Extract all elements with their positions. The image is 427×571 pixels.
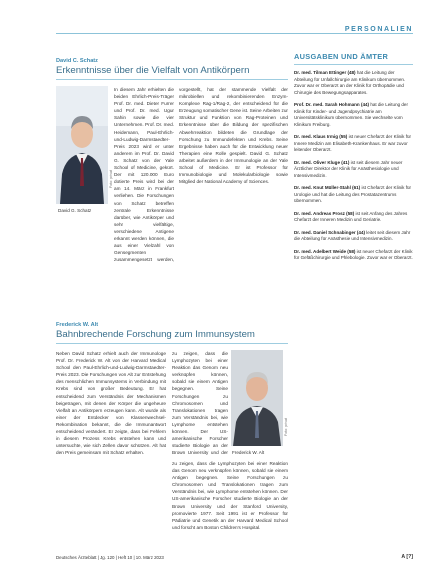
sidebar-title: AUSGABEN UND ÄMTER [294,52,389,61]
sidebar-item-text: ist neuer Chefarzt der Klinik für Innere Medizin am Elisabeth-Krankenhaus. Er war zuvor leitender Oberarzt. [294,134,412,152]
sidebar-item [294,70,413,96]
photo-caption: Frederick W. Alt [232,450,265,455]
page-header [0,0,427,38]
portrait-image [56,86,108,204]
sidebar-item-text: ist seit diesem Jahr neuer Ärztlicher Direktor der Klinik für Anästhesiologie und Intensivmedizin. [294,159,403,178]
article-text-column-1 [56,350,166,546]
sidebar-item-text: ist seit Anfang des Jahres Chefarzt der Inneren Medizin und Geriatrie. [294,210,408,222]
article-text-column-1 [114,86,174,264]
sidebar-item-text: leitet seit diesem Jahr die Abteilung für Anästhesie und Intensivmedizin. [294,229,411,241]
article-paragraph: vorgestellt, hat der stammende Vielfalt der mikrobiellen und rekombinierenden Enzym-Komplexe Rag-1/Rag-2, der entscheidend für die Erzeugung somatischer Gene ist. Seine Arbeiten zur Struktur und Funktion von Rag-Proteinen und Erkenntnisse über die Bildung der spezifischen Abwehrreaktion bildeten die Grundlage der Forschung zu Immundefekten und Krebs. Seine Ergebnisse haben auch für die Entwicklung neuer Therapien eine Rolle gespielt. David G. Schatz arbeitet außerdem in der Immunologie an der Yale School of Medicine. Er ist Professor für Immunobiologie und Molekularbiologie sowie Mitglied der National Academy of Sciences. [179,87,288,185]
sidebar-item-name: Dr. med. Knut Müller-Stahl (61) [294,185,361,190]
sidebar-appointments [294,52,413,268]
sidebar-item [294,102,413,128]
article-text-column-2 [179,86,288,264]
page-footer [56,555,413,565]
footer-page-ref: A [?] [401,554,413,560]
sidebar-list [294,70,413,262]
sidebar-item [294,185,413,205]
article-title: Erkenntnisse über die Vielfalt von Antikörpern [56,65,250,76]
article-paragraph: zu zeigen, dass die Lymphozyten bei einer Reaktion das Genom neu verknüpfen können, sobald sie einem Antigen begegnen. Seine Forschungen zu Chromosomen und Translokationen tragen zum Verständnis bei, wie Lymphome entstehen können. Der US-amerikanische Forscher studierte Biologie an der Brown University und der Stanford University, promovierte 1977. Seit 1991 ist er Professor für Pädiatrie und Genetik an der Harvard Medical School und forscht am Boston Children's Hospital. [172,461,288,530]
photo-credit: Foto: privat [284,418,288,436]
article-paragraph: In diesem Jahr erhielten die beiden Ehrlich-Preis-Träger Prof. Dr. med. Dieter Furrer und Prof. Dr. med. Ugur Sahin sowie die vier Unternehmen. Prof. Dr. med. Heidemann, Paul-Ehrlich-und-Ludwig-Darmstaedter-Preis 2023 wird er unter anderem im Prof. Dr. David G. Schatz von der Yale School of Medicine, gekürt. Der mit 120.000 Euro dotierte Preis wird bei der am 14. März in Frankfurt verliehen. Die Forschungen von Schatz betreffen zentrale Erkenntnisse darüber, wie Antikörper und sehr vielfältige, verschiedene Antigene erkannt werden können, die aus einer Vielzahl von Gensegmenten zusammengesetzt werden, [114,87,174,263]
portrait-photo-alt [231,350,283,446]
title-divider [56,79,288,80]
photo-caption: David G. Schatz [58,208,92,213]
article-alt [56,322,288,344]
sidebar-item-name: Dr. med. Oliver Kluge (41) [294,159,350,165]
title-divider [56,343,288,344]
sidebar-item-name: Dr. med. Klaus Irmig (55) [294,134,348,139]
sidebar-item-text: hat die Leitung der Abteilung für Unfallchirurgie am Klinikum übernommen. Zuvor war er Oberarzt an der Klinik für Orthopädie und Chirurgie des Bewegungsapparates. [294,70,406,95]
article-title: Bahnbrechende Forschung zum Immunsystem [56,329,255,340]
sidebar-item-name: Dr. med. Daniel Schnabinger (44) [294,229,366,235]
section-rubric: PERSONALIEN [344,26,413,33]
sidebar-item-name: Dr. med. Adelbert Weide (58) [294,248,356,254]
sidebar-item [294,160,413,180]
article-author: David C. Schatz [56,58,98,64]
sidebar-item-name: Dr. med. Andreas Prosz (58) [294,210,355,216]
sidebar-item [294,134,413,154]
sidebar-item-name: Prof. Dr. med. Sarah Hohmann (44) [294,102,370,107]
sidebar-item-text: ist Chefarzt der Klinik für Urologie und hat die Leitung des Prostatazentrums übernommen. [294,185,411,203]
sidebar-item-text: ist neuer Chefarzt der Klinik für Gefäßchirurgie und Phlebologie. Zuvor war er Oberarzt. [294,248,413,260]
sidebar-item-text: hat die Leitung der Klinik für Kinder- und Jugendpsychiatrie am Universitätsklinikum übernommen. Sie wechselte vom Klinikum Freiburg. [294,102,408,127]
photo-credit: Foto: privat [109,170,113,188]
article-paragraph: Neben David Schatz erhielt auch der Immunologe Prof. Dr. Frederick W. Alt von der Harvard Medical School den Paul-Ehrlich-und-Ludwig-Darmstaedter-Preis 2023. Die Forschungen von Alt zur Entstehung des menschlichen Immunsystems in Verbindung mit Krebs sind von großer Bedeutung. Er hat entscheidend zum Verständnis der Mechanismen beigetragen, mit denen der Körper die ungeheure Vielfalt an Antikörpern erzeugen kann. Alt wurde als einer der Entdecker von Klassenwechsel-Rekombination bekannt, die die Immunantwort entscheidend verändert. Er zeigte, dass bei Fehlern in diesem Prozess Krebs entstehen kann und untersuchte, wie sich Zellen davor schützen. Alt hat den Preis gemeinsam mit Schatz erhalten. [56,351,166,456]
sidebar-item [294,211,413,224]
sidebar-item-name: Dr. med. Tilman Ettinger (48) [294,70,356,75]
sidebar-item [294,230,413,243]
portrait-photo-schatz [56,86,108,204]
article-paragraph: zu zeigen, dass die Lymphozyten bei einer Reaktion das Genom neu verknüpfen können, sobald sie einem Antigen begegnen. Seine Forschungen zu Chromosomen und Translokationen tragen zum Verständnis bei, wie Lymphome entstehen können. Der US-amerikanische Forscher studierte Biologie an der Brown University und der [172,351,228,456]
article-text-column-3 [172,460,288,546]
article-schatz [56,58,288,80]
sidebar-divider [294,64,413,65]
portrait-image [231,350,283,446]
footer-citation: Deutsches Ärzteblatt | Jg. 120 | Heft 10 | 10. März 2023 [56,555,164,560]
article-author: Frederick W. Alt [56,322,99,328]
article-text-column-2 [172,350,228,456]
header-divider [56,33,413,34]
sidebar-item [294,249,413,262]
